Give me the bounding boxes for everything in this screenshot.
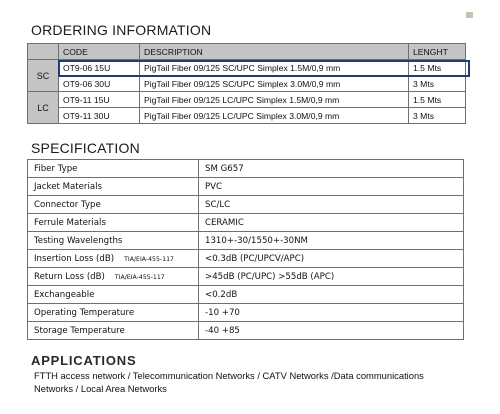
spec-value: 1310+-30/1550+-30NM (199, 232, 464, 250)
specification-table (27, 159, 464, 340)
group-label-sc: SC (28, 60, 59, 92)
spec-label: Storage Temperature (28, 322, 199, 340)
brand-mark (466, 12, 473, 18)
spec-value: <0.2dB (199, 286, 464, 304)
table-row (28, 76, 466, 92)
col-code-header: CODE (59, 44, 140, 60)
spec-label: Exchangeable (28, 286, 199, 304)
table-row (28, 232, 464, 250)
description-cell: PigTail Fiber 09/125 SC/UPC Simplex 3.0M/0,9 mm (140, 76, 409, 92)
spec-label: Fiber Type (28, 160, 199, 178)
spec-label: Insertion Loss (dB) (34, 253, 115, 264)
ordering-header-blank (28, 44, 59, 60)
spec-value: >45dB (PC/UPC) >55dB (APC) (199, 268, 464, 286)
table-row (28, 108, 466, 124)
spec-standard: TIA/EIA-455-117 (124, 255, 174, 263)
length-cell: 1.5 Mts (409, 60, 466, 76)
spec-value: <0.3dB (PC/UPCV/APC) (199, 250, 464, 268)
spec-standard: TIA/EIA-455-117 (114, 273, 165, 281)
spec-label: Operating Temperature (28, 304, 199, 322)
code-cell: OT9-06 30U (59, 76, 140, 92)
spec-value: CERAMIC (199, 214, 464, 232)
spec-value: PVC (199, 178, 464, 196)
table-row (28, 60, 466, 76)
table-row (28, 178, 464, 196)
specification-title: SPECIFICATION (31, 140, 140, 156)
spec-label: Testing Wavelengths (28, 232, 199, 250)
spec-label-cell (28, 250, 199, 268)
length-cell: 3 Mts (409, 76, 466, 92)
spec-label: Return Loss (dB) (34, 271, 105, 282)
table-row (28, 268, 464, 286)
spec-label: Connector Type (28, 196, 199, 214)
spec-label-cell (28, 268, 199, 286)
table-row (28, 160, 464, 178)
applications-title: APPLICATIONS (31, 353, 137, 368)
description-cell: PigTail Fiber 09/125 SC/UPC Simplex 1.5M/0,9 mm (140, 60, 409, 76)
ordering-header-row (28, 44, 466, 60)
table-row (28, 250, 464, 268)
applications-line-1: FTTH access network / Telecommunication Networks / CATV Networks /Data communications (34, 370, 424, 381)
description-cell: PigTail Fiber 09/125 LC/UPC Simplex 1.5M/0,9 mm (140, 92, 409, 108)
code-cell: OT9-11 30U (59, 108, 140, 124)
table-row (28, 214, 464, 232)
spec-value: SM G657 (199, 160, 464, 178)
ordering-title: ORDERING INFORMATION (31, 22, 212, 38)
code-cell: OT9-06 15U (59, 60, 140, 76)
table-row (28, 92, 466, 108)
length-cell: 3 Mts (409, 108, 466, 124)
table-row (28, 322, 464, 340)
table-row (28, 304, 464, 322)
length-cell: 1.5 Mts (409, 92, 466, 108)
spec-value: SC/LC (199, 196, 464, 214)
group-label-lc: LC (28, 92, 59, 124)
description-cell: PigTail Fiber 09/125 LC/UPC Simplex 3.0M/0,9 mm (140, 108, 409, 124)
col-length-header: LENGHT (409, 44, 466, 60)
spec-value: -10 +70 (199, 304, 464, 322)
table-row (28, 286, 464, 304)
ordering-table (27, 43, 466, 124)
spec-label: Ferrule Materials (28, 214, 199, 232)
col-description-header: DESCRIPTION (140, 44, 409, 60)
spec-value: -40 +85 (199, 322, 464, 340)
table-row (28, 196, 464, 214)
applications-line-2: Networks / Local Area Networks (34, 383, 167, 394)
code-cell: OT9-11 15U (59, 92, 140, 108)
spec-label: Jacket Materials (28, 178, 199, 196)
